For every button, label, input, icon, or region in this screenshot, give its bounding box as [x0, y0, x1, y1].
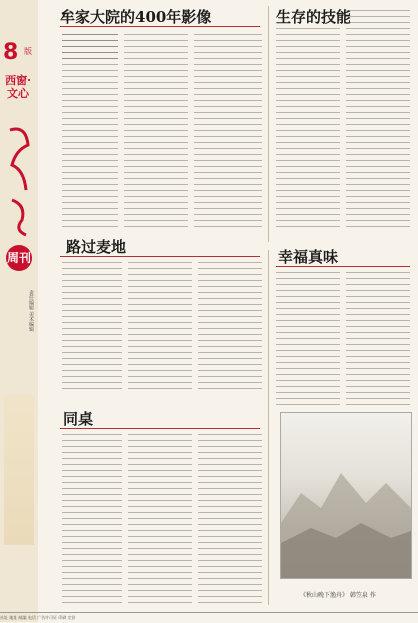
painting-caption: 《秋山晚下渔舟》 韩笠泉 作 — [300, 592, 376, 599]
footer-imprint: 社址 地址 邮编 电话 广告许可证 印刷 定价 — [0, 612, 418, 623]
title-rule — [60, 256, 260, 257]
article-lead — [62, 34, 118, 62]
article-body-col — [124, 34, 188, 232]
decorative-illustration — [4, 395, 34, 545]
section-ban-label: 版 — [24, 47, 32, 56]
article-body-col — [198, 262, 262, 392]
section-name: 西窗·文心 — [5, 74, 31, 100]
landscape-painting — [280, 412, 412, 579]
article-body-col — [346, 272, 410, 406]
article-title-happy: 幸福真味 — [278, 248, 339, 266]
column-divider — [268, 250, 269, 605]
article-body-col — [128, 262, 192, 392]
column-divider — [268, 6, 269, 242]
article-body-col — [194, 34, 262, 232]
article-body-col — [62, 262, 122, 392]
article-body-col — [276, 272, 340, 406]
title-rule — [60, 26, 260, 27]
article-body-col — [128, 434, 192, 606]
article-body-col — [62, 434, 122, 606]
brush-calligraphy-art — [6, 120, 32, 240]
article-body-col — [62, 64, 118, 232]
editor-info: 责任编辑 美术编辑 — [28, 290, 34, 332]
article-title-desk: 同桌 — [63, 410, 94, 428]
section-number: 8 — [3, 40, 19, 65]
article-title-road: 路过麦地 — [66, 238, 127, 256]
weekly-badge: 周刊 — [6, 245, 32, 271]
article-title-main: 牟家大院的400年影像 — [60, 8, 212, 26]
article-body-col — [276, 28, 340, 232]
title-rule — [60, 428, 260, 429]
article-title-survival: 生存的技能 — [276, 8, 352, 26]
article-body-col — [198, 434, 262, 606]
article-body-col — [346, 10, 410, 232]
title-rule — [276, 266, 410, 267]
